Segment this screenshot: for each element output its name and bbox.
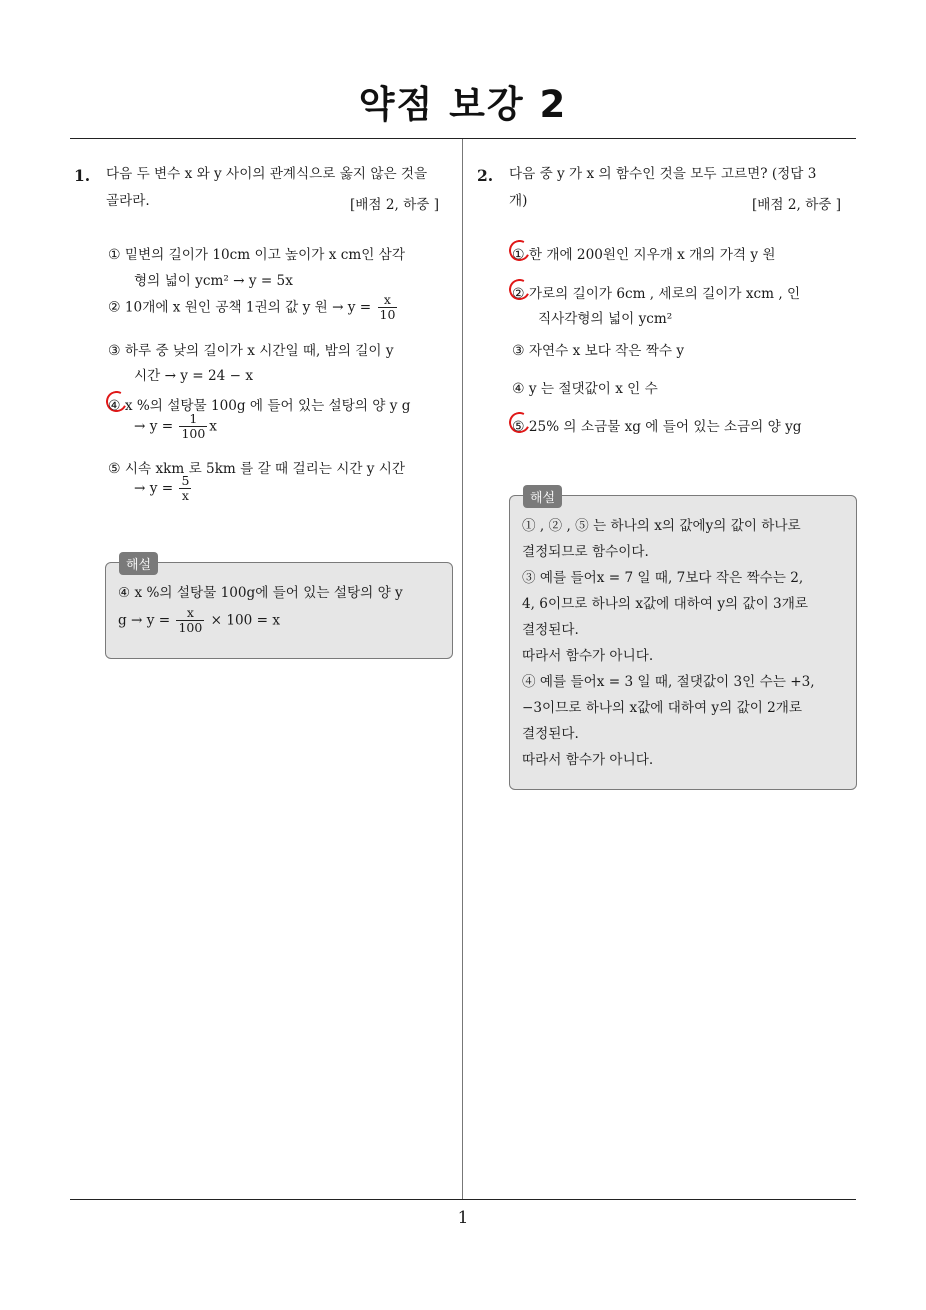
header-rule — [70, 138, 856, 139]
option-5 — [512, 415, 801, 435]
option-2 — [108, 293, 399, 323]
fraction: $\frac{5}{x}$ — [181, 473, 190, 504]
option-2 — [512, 282, 800, 302]
option-text: 자연수 x 보다 작은 짝수 y — [528, 343, 685, 359]
explanation-line: 결정되므로 함수이다. — [522, 544, 649, 560]
option-4-continued — [134, 412, 217, 442]
explanation-line: −3이므로 하나의 x값에 대하여 y의 값이 2개로 — [522, 700, 803, 716]
explanation-line: g → y = $\frac{x}{100}$ × 100 = x — [118, 605, 280, 636]
option-marker: ⑤ — [512, 419, 525, 435]
option-4 — [108, 394, 410, 414]
explanation-text — [118, 580, 443, 636]
option-marker: ② — [108, 299, 121, 316]
footer-rule — [70, 1199, 856, 1200]
question-number: 2. — [477, 166, 494, 185]
option-1 — [108, 243, 405, 263]
option-2-continued: 직사각형의 넓이 ycm² — [538, 311, 673, 327]
explanation-line: 따라서 함수가 아니다. — [522, 752, 654, 768]
option-text: x — [209, 418, 217, 435]
option-4 — [512, 377, 658, 397]
option-text: 가로의 길이가 6cm , 세로의 길이가 xcm , 인 — [528, 286, 801, 302]
explanation-line: 따라서 함수가 아니다. — [522, 648, 654, 664]
option-text: 밑변의 길이가 10cm 이고 높이가 x cm인 삼각 — [124, 247, 405, 263]
option-marker: ① — [108, 247, 121, 263]
explanation-line: 결정된다. — [522, 726, 579, 742]
question-text-line: 개) — [509, 193, 528, 209]
question-text-line: 다음 중 y 가 x 의 함수인 것을 모두 고르면? (정답 3 — [509, 166, 817, 182]
explanation-line: ① , ② , ⑤ 는 하나의 x의 값에y의 값이 하나로 — [522, 518, 801, 534]
option-5-continued — [134, 474, 193, 504]
page-title: 약점 보강 2 — [358, 83, 568, 126]
question-number: 1. — [74, 166, 91, 185]
option-text: 시속 xkm 로 5km 를 갈 때 걸리는 시간 y 시간 — [124, 461, 406, 477]
explanation-tag: 해설 — [523, 485, 562, 508]
explanation-line: 4, 6이므로 하나의 x값에 대하여 y의 값이 3개로 — [522, 596, 808, 612]
explanation-tag: 해설 — [119, 552, 158, 575]
question-meta: [배점 2, 하중 ] — [752, 197, 842, 213]
option-marker: ① — [512, 247, 525, 263]
option-text: y 는 절댓값이 x 인 수 — [528, 381, 658, 397]
option-text: x %의 설탕물 100g 에 들어 있는 설탕의 양 y g — [124, 398, 411, 414]
option-marker: ⑤ — [108, 461, 121, 477]
fraction: $\frac{1}{100}$ — [181, 411, 206, 442]
explanation-text — [522, 513, 852, 773]
column-divider — [462, 139, 463, 1199]
option-3 — [512, 339, 684, 359]
option-1-continued: 형의 넓이 ycm² → y = 5x — [134, 273, 293, 289]
option-1 — [512, 243, 775, 263]
question-meta: [배점 2, 하중 ] — [350, 197, 440, 213]
option-marker: ③ — [108, 343, 121, 359]
option-marker: ④ — [512, 381, 525, 397]
option-3-continued: 시간 → y = 24 − x — [134, 368, 254, 384]
page-number: 1 — [457, 1208, 469, 1228]
question-text-line: 다음 두 변수 x 와 y 사이의 관계식으로 옳지 않은 것을 — [106, 166, 428, 182]
option-3 — [108, 339, 394, 359]
option-marker: ③ — [512, 343, 525, 359]
option-text: 한 개에 200원인 지우개 x 개의 가격 y 원 — [528, 247, 776, 263]
option-marker: ② — [512, 286, 525, 302]
fraction: $\frac{x}{100}$ — [178, 605, 203, 636]
option-text: → y = — [134, 418, 174, 435]
explanation-line: ③ 예를 들어x = 7 일 때, 7보다 작은 짝수는 2, — [522, 570, 804, 586]
option-text: 10개에 x 원인 공책 1권의 값 y 원 → y = — [124, 299, 372, 316]
fraction: $\frac{x}{10}$ — [379, 292, 396, 323]
explanation-line: ④ x %의 설탕물 100g에 들어 있는 설탕의 양 y — [118, 585, 403, 601]
explanation-line: ④ 예를 들어x = 3 일 때, 절댓값이 3인 수는 +3, — [522, 674, 815, 690]
option-text: 하루 중 낮의 길이가 x 시간일 때, 밤의 길이 y — [124, 343, 394, 359]
question-text-line: 골라라. — [106, 193, 150, 209]
option-text: 25% 의 소금물 xg 에 들어 있는 소금의 양 yg — [528, 419, 802, 435]
option-text: → y = — [134, 480, 174, 497]
explanation-line: 결정된다. — [522, 622, 579, 638]
option-marker: ④ — [108, 398, 121, 414]
